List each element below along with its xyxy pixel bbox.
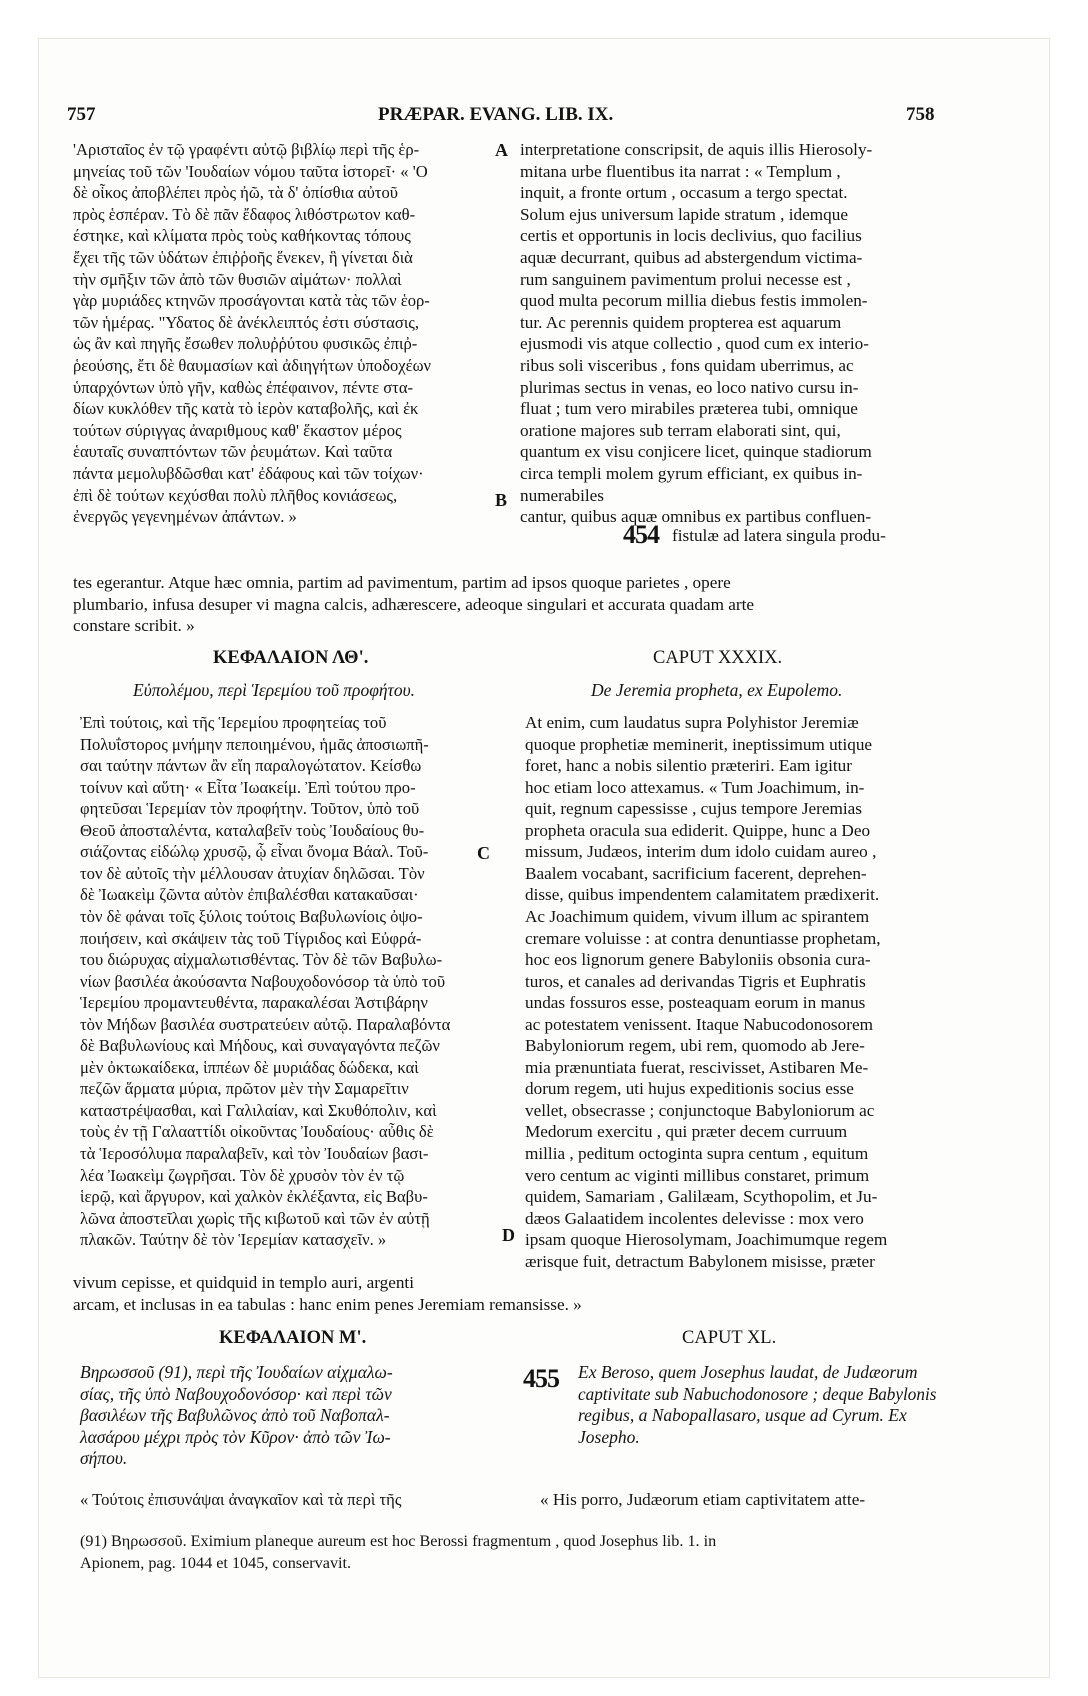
latin-text-line: quod multa pecorum millia diebus festis immolen- [520, 291, 868, 311]
latin-text-line: At enim, cum laudatus supra Polyhistor Jeremiæ [525, 713, 859, 732]
greek-text-line: δὲ οἶκος ἀποβλέπει πρὸς ἠῶ, τὰ δ' ὀπίσθια αὐτοῦ [73, 183, 398, 203]
greek-text-line: τοὺς ἐν τῇ Γαλααττίδι οἰκοῦντας Ἰουδαίους· αὖθις δὲ [80, 1122, 434, 1142]
greek-text-line: σαι ταύτην πάντων ἂν εἴη παραλογώτατον. Κείσθω [80, 756, 422, 776]
latin-text-line: vellet, obsecrasse ; conjunctoque Babyloniorum ac [525, 1100, 875, 1120]
latin-text-line: plurimas sectus in venas, eo loco nativo cursu in- [520, 377, 859, 397]
latin-chapter-heading: CAPUT XXXIX. [653, 648, 783, 668]
greek-text-line: Ἐπὶ τούτοις, καὶ τῆς Ἱερεμίου προφητείας τοῦ [80, 713, 387, 732]
latin-text-line: ejusmodi vis atque collectio , quod cum ex interio- [520, 334, 869, 354]
latin-text-line: Baalem vocabant, sacrificium facerent, deprehen- [525, 863, 867, 883]
margin-letter-d: D [502, 1225, 515, 1245]
page-number-left: 757 [67, 104, 96, 125]
latin-text-line: circa templi molem gyrum efficiant, ex quibus in- [520, 464, 863, 483]
running-title: PRÆPAR. EVANG. LIB. IX. [378, 104, 614, 125]
greek-text-line: τὸν Μήδων βασιλέα συστρατεύειν αὐτῷ. Παραλαβόντα [80, 1014, 451, 1034]
greek-text-line: ἐνεργῶς γεγενημένων ἀπάντων. » [73, 507, 297, 527]
latin-text-line: dorum regem, uti hujus expeditionis socius esse [525, 1079, 854, 1099]
latin-text-line: mia prænuntiata fuerat, rescivisset, Astibaren Me- [525, 1057, 869, 1077]
greek-text-line: τὰ Ἱεροσόλυμα παραλαβεῖν, καὶ τὸν Ἰουδαίων βασι- [80, 1144, 429, 1163]
latin-text-line: turos, et canales ad derivandas Tigris et Euphratis [525, 971, 866, 991]
latin-chapter-subtitle: Ex Beroso, quem Josephus laudat, de Judæorum [578, 1362, 918, 1382]
page-marker-454: 454 [623, 520, 659, 549]
page-number-right: 758 [906, 104, 935, 125]
greek-text-line: γὰρ μυριάδες κτηνῶν προσάγονται κατὰ τὰς τῶν ἑορ- [73, 291, 430, 311]
greek-chapter-subtitle: σήπου. [80, 1448, 128, 1469]
greek-text-line: ὡς ἂν καὶ πηγῆς ἔσωθεν πολυῤῥύτου φυσικῶς ἐπιῤ- [73, 334, 418, 354]
latin-text-line: ipsam quoque Hierosolymam, Joachimumque regem [525, 1230, 888, 1250]
greek-text-line: δὲ Βαβυλωνίους καὶ Μήδους, καὶ συναγαγόντα πεζῶν [80, 1036, 440, 1056]
latin-text-line: quidem, Samariam , Galilæam, Scythopolim, et Ju- [525, 1187, 878, 1207]
greek-text-line: φητεῦσαι Ἱερεμίαν τὸν προφήτην. Τοῦτον, ὑπὸ τοῦ [80, 799, 420, 819]
full-width-text-line: arcam, et inclusas in ea tabulas : hanc enim penes Jeremiam remansisse. » [73, 1295, 582, 1314]
greek-chapter-heading: ΚΕΦΑΛΑΙΟΝ Μ'. [219, 1328, 367, 1348]
greek-text-line: ἐπὶ δὲ τούτων κεχύσθαι πολὺ πλῆθος κονιάσεως, [73, 485, 398, 505]
greek-text-line: τον δὲ αὐτοῖς τὴν μέλλουσαν ἀτυχίαν δηλῶσαι. Τὸν [80, 863, 425, 883]
latin-text-line: propheta oracula sua ediderit. Quippe, hunc a Deo [525, 820, 871, 840]
greek-text-line: δὲ Ἰωακεὶμ ζῶντα αὐτὸν ἐπιβαλέσθαι κατακαῦσαι· [80, 885, 419, 905]
latin-text-line: interpretatione conscripsit, de aquis illis Hierosoly- [520, 140, 873, 159]
greek-text-line: έστηκε, καὶ κλίματα πρὸς τοὺς καθήκοντας τόπους [73, 226, 411, 246]
greek-text-line: μὲν ὀκτωκαίδεκα, ἱππέων δὲ μυριάδας δώδεκα, καὶ [80, 1057, 419, 1077]
latin-text-line: undas fossuros esse, posteaquam eorum in manus [525, 993, 866, 1013]
latin-text-line: ærisque fuit, detractum Babylonem misisse, præter [525, 1251, 875, 1271]
greek-text-line: ὑπαρχόντων ὑπὸ γῆν, καθὼς ἐπέφαινον, πέντε στα- [73, 377, 414, 397]
greek-text-line: ἔχει τῆς τῶν ὑδάτων ἐπιῤῥοῆς ἕνεκεν, ἣ γίνεται διὰ [73, 248, 413, 267]
latin-text-line: fluat ; tum vero mirabiles præterea tubi, omnique [520, 399, 858, 419]
greek-chapter-subtitle: λασάρου μέχρι πρὸς τὸν Κῦρον· ἀπὸ τῶν Ἰω- [80, 1426, 391, 1447]
greek-text-line: ῥεούσης, ἔτι δὲ θαυμασίων καὶ ἀδιηγήτων ὑποδοχέων [73, 356, 432, 375]
latin-text-line: Babyloniorum regem, ubi rem, quomodo ab Jere- [525, 1036, 865, 1056]
latin-text-line: vero centum ac viginti millibus constaret, primum [525, 1165, 870, 1185]
greek-text-line: τὸν δὲ φάναι τοῖς ξύλοις τούτοις Βαβυλωνίοις ὀψο- [80, 906, 423, 926]
greek-text-line: λέα Ἰωακεὶμ ζωγρῆσαι. Τὸν δὲ χρυσὸν τὸν ἐν τῷ [80, 1165, 405, 1185]
greek-text-line: ἑαυταῖς συναπτόντων τῶν ῥευμάτων. Καὶ ταῦτα [73, 442, 393, 462]
latin-text-line: oratione majores sub terram elaborati sint, qui, [520, 420, 841, 440]
full-width-text-line: plumbario, infusa desuper vi magna calcis, adhærescere, adeoque singulari et accurata quadam arte [73, 594, 755, 614]
latin-chapter-subtitle: De Jeremia propheta, ex Eupolemo. [591, 680, 843, 700]
latin-text-line: aquæ decurrant, quibus ad abstergendum victima- [520, 248, 863, 267]
latin-chapter-subtitle: captivitate sub Nabuchodonosore ; deque Babylonis [578, 1383, 937, 1404]
footnote-line: Apionem, pag. 1044 et 1045, conservavit. [80, 1553, 352, 1572]
latin-chapter-heading: CAPUT XL. [682, 1328, 777, 1348]
latin-text-line: ribus soli visceribus , fons quidam uberrimus, ac [520, 356, 854, 375]
margin-letter-b: B [495, 490, 508, 510]
greek-text-line: λῶνα ἀποστεῖλαι χωρὶς τῆς κιβωτοῦ καὶ τῶν ἐν αὐτῇ [80, 1208, 430, 1228]
greek-text-line: πεζῶν ἅρματα μύρια, πρῶτον μὲν τὴν Σαμαρεῖτιν [80, 1079, 409, 1099]
greek-text-line: τῶν ἡμέρας. "Υδατος δὲ ἀνέκλειπτός ἐστι σύστασις, [73, 312, 419, 332]
latin-text-line: disse, quibus impendentem calamitatem prædixerit. [525, 885, 880, 905]
latin-text-line: cremare voluisse : at contra denuntiasse prophetam, [525, 928, 881, 948]
greek-text-line: Πολυΐστορος μνήμην πεποιημένου, ἡμᾶς ἀποσιωπῆ- [80, 734, 429, 754]
latin-text-line: fistulæ ad latera singula produ- [672, 525, 886, 545]
latin-text-line: inquit, a fronte ortum , occasum a tergo spectat. [520, 183, 848, 203]
greek-text-line: ποιήσειν, καὶ σκάψειν τὰς τοῦ Τίγριδος καὶ Εὐφρά- [80, 928, 422, 948]
greek-text-line: σιάζοντας εἰδώλῳ χρυσῷ, ᾧ εἶναι ὄνομα Βάαλ. Τοῦ- [80, 842, 429, 862]
latin-text-line: « His porro, Judæorum etiam captivitatem atte- [540, 1490, 866, 1509]
latin-text-line: ac potestatem venissent. Itaque Nabucodonosorem [525, 1014, 873, 1034]
latin-text-line: mitana urbe fluentibus ita narrat : « Templum , [520, 161, 841, 181]
greek-text-line: « Τούτοις ἐπισυνάψαι ἀναγκαῖον καὶ τὰ περὶ τῆς [80, 1490, 402, 1509]
greek-text-line: πάντα μεμολυβδῶσθαι κατ' ἐδάφους καὶ τῶν τοίχων· [73, 464, 424, 483]
latin-text-line: hoc eos lignorum genere Babyloniis obsonia cura- [525, 950, 871, 970]
greek-text-line: Ἱερεμίου προμαντευθέντα, παρακαλέσαι Ἀστιβάρην [80, 993, 428, 1013]
full-width-text-line: tes egerantur. Atque hæc omnia, partim ad pavimentum, partim ad ipsos quoque parietes , opere [73, 573, 731, 592]
greek-text-line: δίων κυκλόθεν τῆς κατὰ τὸ ἱερὸν καταβολῆς, καὶ ἐκ [73, 399, 419, 419]
latin-chapter-subtitle: Josepho. [578, 1426, 640, 1447]
latin-text-line: tur. Ac perennis quidem propterea est aquarum [520, 312, 842, 332]
greek-text-line: καταστρέψασθαι, καὶ Γαλιλαίαν, καὶ Σκυθόπολιν, καὶ [80, 1100, 437, 1120]
margin-letter-a: A [495, 140, 508, 160]
latin-text-line: foret, hanc a nobis silentio præteriri. Eam igitur [525, 756, 852, 776]
full-width-text-line: constare scribit. » [73, 616, 195, 636]
latin-text-line: Solum ejus universum lapide stratum , idemque [520, 204, 848, 224]
greek-text-line: τὴν σμῆξιν τῶν ἀπὸ τῶν θυσιῶν αἱμάτων· πολλαὶ [73, 269, 402, 289]
latin-text-line: quit, regnum capessisse , cujus tempore Jeremias [525, 799, 862, 819]
latin-text-line: Medorum exercitu , qui præter decem curruum [525, 1122, 848, 1142]
greek-text-line: πλακῶν. Ταύτην δὲ τὸν Ἱερεμίαν κατασχεῖν. » [80, 1230, 387, 1250]
latin-text-line: quantum ex visu conjicere licet, quinque stadiorum [520, 442, 872, 462]
greek-chapter-heading: ΚΕΦΑΛΑΙΟΝ ΛΘ'. [213, 648, 369, 668]
latin-text-line: numerabiles [520, 485, 604, 505]
greek-chapter-subtitle: σίας, τῆς ὑπὸ Ναβουχοδονόσορ· καὶ περὶ τῶν [80, 1383, 392, 1404]
latin-text-line: quoque prophetiæ meminerit, ineptissimum utique [525, 734, 873, 754]
greek-text-line: νίων βασιλέα ἀκούσαντα Ναβουχοδονόσορ τὰ ὑπὸ τοῦ [80, 971, 446, 991]
greek-text-line: μηνείας τοῦ τῶν 'Ιουδαίων νόμου ταῦτα ἱστορεῖ· « 'Ο [73, 161, 428, 181]
greek-text-line: του διώρυχας αἰχμαλωτισθέντας. Τὸν δὲ τῶν Βαβυλω- [80, 950, 443, 970]
greek-text-line: τοίνυν καὶ αὕτη· « Εἶτα Ἰωακείμ. Ἐπὶ τούτου προ- [80, 777, 416, 797]
latin-text-line: Ac Joachimum quidem, vivum illum ac spirantem [525, 906, 870, 926]
latin-text-line: missum, Judæos, interim dum idolo cuidam aureo , [525, 842, 877, 862]
greek-text-line: ἱερῷ, καὶ ἄργυρον, καὶ χαλκὸν ἐκλέξαντα, εἰς Βαβυ- [80, 1187, 428, 1207]
latin-chapter-subtitle: regibus, a Nabopallasaro, usque ad Cyrum. Ex [578, 1405, 907, 1426]
greek-text-line: πρὸς ἑσπέραν. Τὸ δὲ πᾶν ἔδαφος λιθόστρωτον καθ- [73, 204, 416, 224]
greek-chapter-subtitle: Εὐπολέμου, περὶ Ἱερεμίου τοῦ προφήτου. [133, 680, 415, 700]
latin-text-line: rum sanguinem pavimentum prolui necesse est , [520, 269, 851, 289]
footnote-line: (91) Βηρωσσοῦ. Eximium planeque aureum est hoc Berossi fragmentum , quod Josephus lib. 1. in [80, 1532, 717, 1550]
full-width-text-line: vivum cepisse, et quidquid in templo auri, argenti [73, 1273, 414, 1292]
greek-text-line: 'Αρισταῖος ἐν τῷ γραφέντι αὐτῷ βιβλίῳ περὶ τῆς ἑρ- [73, 140, 420, 159]
greek-chapter-subtitle: βασιλέων τῆς Βαβυλῶνος ἀπὸ τοῦ Ναβοπαλ- [80, 1405, 390, 1426]
latin-text-line: cantur, quibus aquæ omnibus ex partibus confluen- [520, 507, 872, 527]
greek-text-line: τούτων σύριγγας ἀναριθμους καθ' ἕκαστον μέρος [73, 420, 402, 440]
latin-text-line: hoc etiam loco attexamus. « Tum Joachimum, in- [525, 777, 865, 797]
greek-chapter-subtitle: Βηρωσσοῦ (91), περὶ τῆς Ἰουδαίων αἰχμαλω- [80, 1362, 393, 1382]
latin-text-line: certis et opportunis in locis declivius, quo facilius [520, 226, 862, 246]
latin-text-line: millia , peditum octoginta supra centum , equitum [525, 1144, 869, 1163]
margin-letter-c: C [477, 843, 490, 863]
page-marker-455: 455 [523, 1364, 559, 1393]
latin-text-line: dæos Galaatidem incolentes delevisse : mox vero [525, 1208, 864, 1228]
greek-text-line: Θεοῦ ἀποσταλέντα, καταλαβεῖν τοὺς Ἰουδαίους θυ- [80, 820, 425, 840]
